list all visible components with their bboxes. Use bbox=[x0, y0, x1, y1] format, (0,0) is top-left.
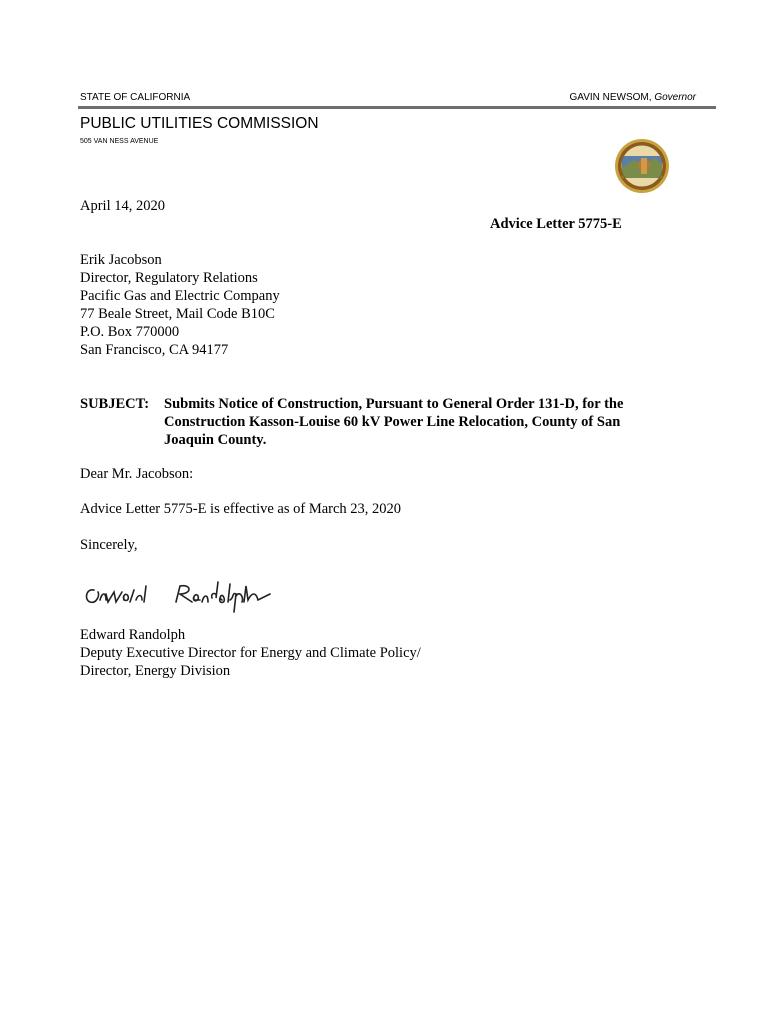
recipient-line: Erik Jacobson bbox=[80, 252, 162, 268]
signer-title: Deputy Executive Director for Energy and Climate Policy/ bbox=[80, 645, 421, 661]
california-seal-icon bbox=[614, 138, 670, 194]
closing: Sincerely, bbox=[80, 537, 138, 553]
signer-block bbox=[80, 626, 421, 680]
recipient-address-block bbox=[80, 251, 280, 359]
handwritten-signature bbox=[80, 578, 280, 614]
subject-text: Submits Notice of Construction, Pursuant to General Order 131-D, for the Construction Kasson-Louise 60 kV Power Line Relocation, County of San Joaquin County. bbox=[164, 396, 624, 448]
agency-address: 505 VAN NESS AVENUE bbox=[80, 138, 159, 145]
greeting: Dear Mr. Jacobson: bbox=[80, 466, 194, 482]
subject-label: SUBJECT: bbox=[80, 396, 150, 412]
signer-title: Director, Energy Division bbox=[80, 663, 231, 679]
state-of-california-label: STATE OF CALIFORNIA bbox=[80, 92, 191, 103]
recipient-line: Director, Regulatory Relations bbox=[80, 270, 258, 286]
signer-name: Edward Randolph bbox=[80, 627, 186, 643]
recipient-line: Pacific Gas and Electric Company bbox=[80, 288, 280, 304]
advice-letter-number: Advice Letter 5775-E bbox=[490, 216, 622, 232]
header-rule bbox=[78, 106, 716, 109]
letter-date: April 14, 2020 bbox=[80, 198, 165, 214]
recipient-line: San Francisco, CA 94177 bbox=[80, 342, 229, 358]
body-paragraph: Advice Letter 5775-E is effective as of March 23, 2020 bbox=[80, 501, 402, 517]
governor-label bbox=[569, 92, 696, 103]
governor-name: GAVIN NEWSOM, bbox=[569, 92, 652, 103]
governor-title: Governor bbox=[654, 92, 696, 103]
recipient-line: 77 Beale Street, Mail Code B10C bbox=[80, 306, 275, 322]
recipient-line: P.O. Box 770000 bbox=[80, 324, 180, 340]
agency-name: PUBLIC UTILITIES COMMISSION bbox=[80, 115, 319, 132]
